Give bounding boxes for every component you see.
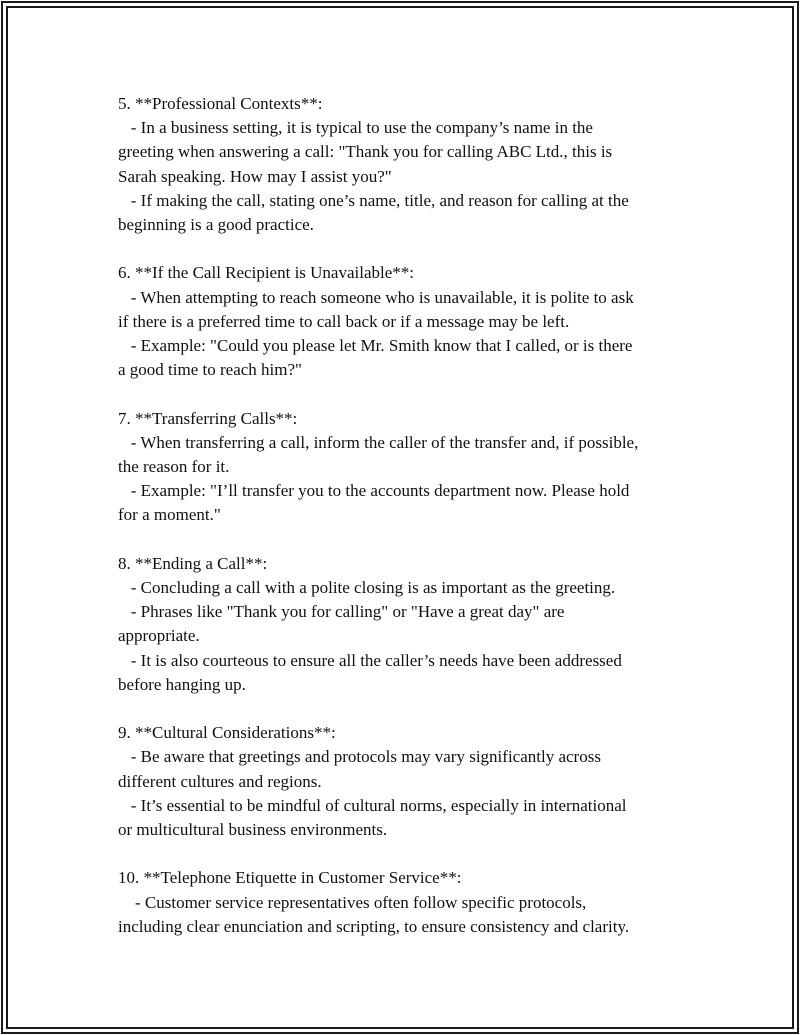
section-heading: 10. **Telephone Etiquette in Customer Service**: <box>118 868 462 888</box>
section-heading: 9. **Cultural Considerations**: <box>118 723 336 743</box>
section-heading: 8. **Ending a Call**: <box>118 553 268 573</box>
text-line: if there is a preferred time to call back or if a message may be left. <box>118 311 570 331</box>
section-ending-a-call <box>118 552 688 697</box>
section-call-recipient-unavailable <box>118 261 688 382</box>
text-line: - When transferring a call, inform the caller of the transfer and, if possible, <box>118 432 639 452</box>
section-customer-service-etiquette <box>118 866 688 939</box>
text-line: different cultures and regions. <box>118 771 322 791</box>
section-heading: 6. **If the Call Recipient is Unavailable**: <box>118 263 415 283</box>
text-line: a good time to reach him?" <box>118 360 302 380</box>
text-line: - Example: "Could you please let Mr. Smith know that I called, or is there <box>118 336 633 356</box>
text-line: - It’s essential to be mindful of cultural norms, especially in international <box>118 795 627 815</box>
text-line: - Concluding a call with a polite closing is as important as the greeting. <box>118 578 616 598</box>
text-line: - Phrases like "Thank you for calling" or "Have a great day" are <box>118 602 565 622</box>
text-line: for a moment." <box>118 505 221 525</box>
section-heading: 5. **Professional Contexts**: <box>118 94 323 113</box>
text-line: Sarah speaking. How may I assist you?" <box>118 166 392 186</box>
text-line: the reason for it. <box>118 457 230 477</box>
section-transferring-calls <box>118 407 688 528</box>
text-line: greeting when answering a call: "Thank you for calling ABC Ltd., this is <box>118 142 613 162</box>
text-line: - If making the call, stating one’s name, title, and reason for calling at the <box>118 190 629 210</box>
text-line: - Be aware that greetings and protocols may vary significantly across <box>118 747 601 767</box>
text-line: - Example: "I’ll transfer you to the accounts department now. Please hold <box>118 481 630 501</box>
text-line: - It is also courteous to ensure all the caller’s needs have been addressed <box>118 650 622 670</box>
text-line: or multicultural business environments. <box>118 820 388 840</box>
text-line: before hanging up. <box>118 674 246 694</box>
section-heading: 7. **Transferring Calls**: <box>118 408 298 428</box>
text-line: - In a business setting, it is typical to use the company’s name in the <box>118 118 593 138</box>
section-cultural-considerations <box>118 721 688 842</box>
section-professional-contexts <box>118 92 688 237</box>
document-body <box>118 92 688 963</box>
text-line: appropriate. <box>118 626 200 646</box>
text-line: beginning is a good practice. <box>118 215 314 235</box>
text-line: - When attempting to reach someone who is unavailable, it is polite to ask <box>118 287 634 307</box>
text-line: - Customer service representatives often follow specific protocols, <box>118 892 587 912</box>
text-line: including clear enunciation and scripting, to ensure consistency and clarity. <box>118 916 630 936</box>
